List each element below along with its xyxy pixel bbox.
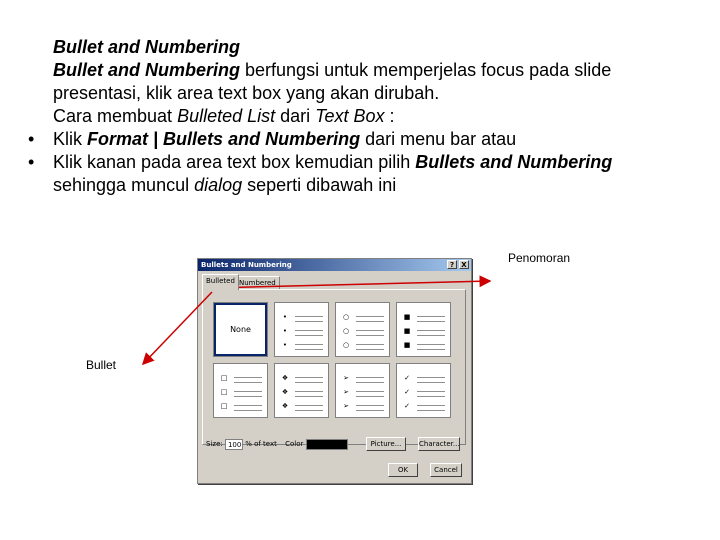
bullet-symbol-icon: □ (220, 388, 228, 396)
paragraph-2-text-c: dari (275, 106, 316, 126)
picture-button[interactable]: Picture... (366, 437, 406, 451)
bullet-1-menu-path: Format | Bullets and Numbering (87, 129, 361, 149)
bullet-2-text-e: seperti dibawah ini (242, 175, 397, 195)
bullet-2-dialog-word: dialog (194, 175, 243, 195)
bullet-2-text-a: Klik kanan pada area text box kemudian pilih (53, 152, 416, 172)
bullet-symbol-icon: ❖ (281, 374, 289, 382)
bullet-symbol-icon: ■ (403, 327, 411, 335)
bullet-symbol-icon: ○ (342, 341, 350, 349)
bullet-symbol-icon: ■ (403, 313, 411, 321)
bullet-icon: • (28, 129, 35, 149)
paragraph-1-term: Bullet and Numbering (53, 60, 241, 80)
paragraph-1-text: berfungsi untuk memperjelas focus pada slide presentasi, klik area text box yang akan dirubah. (53, 60, 612, 103)
bullet-symbol-icon: ✓ (404, 374, 410, 382)
bullet-symbol-icon: ➢ (343, 374, 349, 382)
bullet-2-text-c: sehingga muncul (53, 175, 195, 195)
size-label: Size: (206, 440, 223, 448)
bullet-1-text-a: Klik (53, 129, 88, 149)
size-input[interactable]: 100 (225, 439, 243, 450)
bullet-symbol-icon: ❖ (281, 388, 289, 396)
none-option-label: None (230, 325, 251, 334)
bullet-icon: • (28, 152, 35, 172)
dialog-title: Bullets and Numbering (201, 261, 292, 269)
color-label: Color (285, 440, 304, 448)
bullet-2-menu-name: Bullets and Numbering (415, 152, 613, 172)
close-button[interactable]: X (459, 260, 469, 269)
bullet-symbol-icon: ○ (342, 327, 350, 335)
bullet-symbol-icon: ➢ (343, 402, 349, 410)
paragraph-2-text-box: Text Box (315, 106, 385, 126)
bullet-symbol-icon: □ (220, 402, 228, 410)
tab-numbered[interactable]: Numbered (235, 276, 280, 290)
numbering-callout: Penomoran (508, 251, 571, 265)
bullet-symbol-icon: ✓ (404, 388, 410, 396)
bullet-symbol-icon: ➢ (343, 388, 349, 396)
bullet-1-text-c: dari menu bar atau (360, 129, 517, 149)
paragraph-2-bulleted-list: Bulleted List (177, 106, 276, 126)
bullet-symbol-icon: □ (220, 374, 228, 382)
bullet-symbol-icon: ✓ (404, 402, 410, 410)
slide-heading: Bullet and Numbering (53, 37, 241, 57)
bullet-callout: Bullet (86, 358, 117, 372)
cancel-button[interactable]: Cancel (430, 463, 462, 477)
character-button[interactable]: Character... (418, 437, 460, 451)
paragraph-2-colon: : (384, 106, 395, 126)
bullet-symbol-icon: • (282, 327, 288, 335)
bullet-symbol-icon: • (282, 341, 288, 349)
numbering-arrow (210, 281, 490, 288)
tab-bulleted[interactable]: Bulleted (202, 274, 239, 290)
bullet-symbol-icon: ❖ (281, 402, 289, 410)
paragraph-2-text-a: Cara membuat (53, 106, 178, 126)
bullet-symbol-icon: ■ (403, 341, 411, 349)
ok-button[interactable]: OK (388, 463, 418, 477)
bullet-symbol-icon: • (282, 313, 288, 321)
bullet-symbol-icon: ○ (342, 313, 350, 321)
help-button[interactable]: ? (447, 260, 457, 269)
bullet-arrow (143, 292, 212, 364)
size-unit-label: % of text (245, 440, 277, 448)
